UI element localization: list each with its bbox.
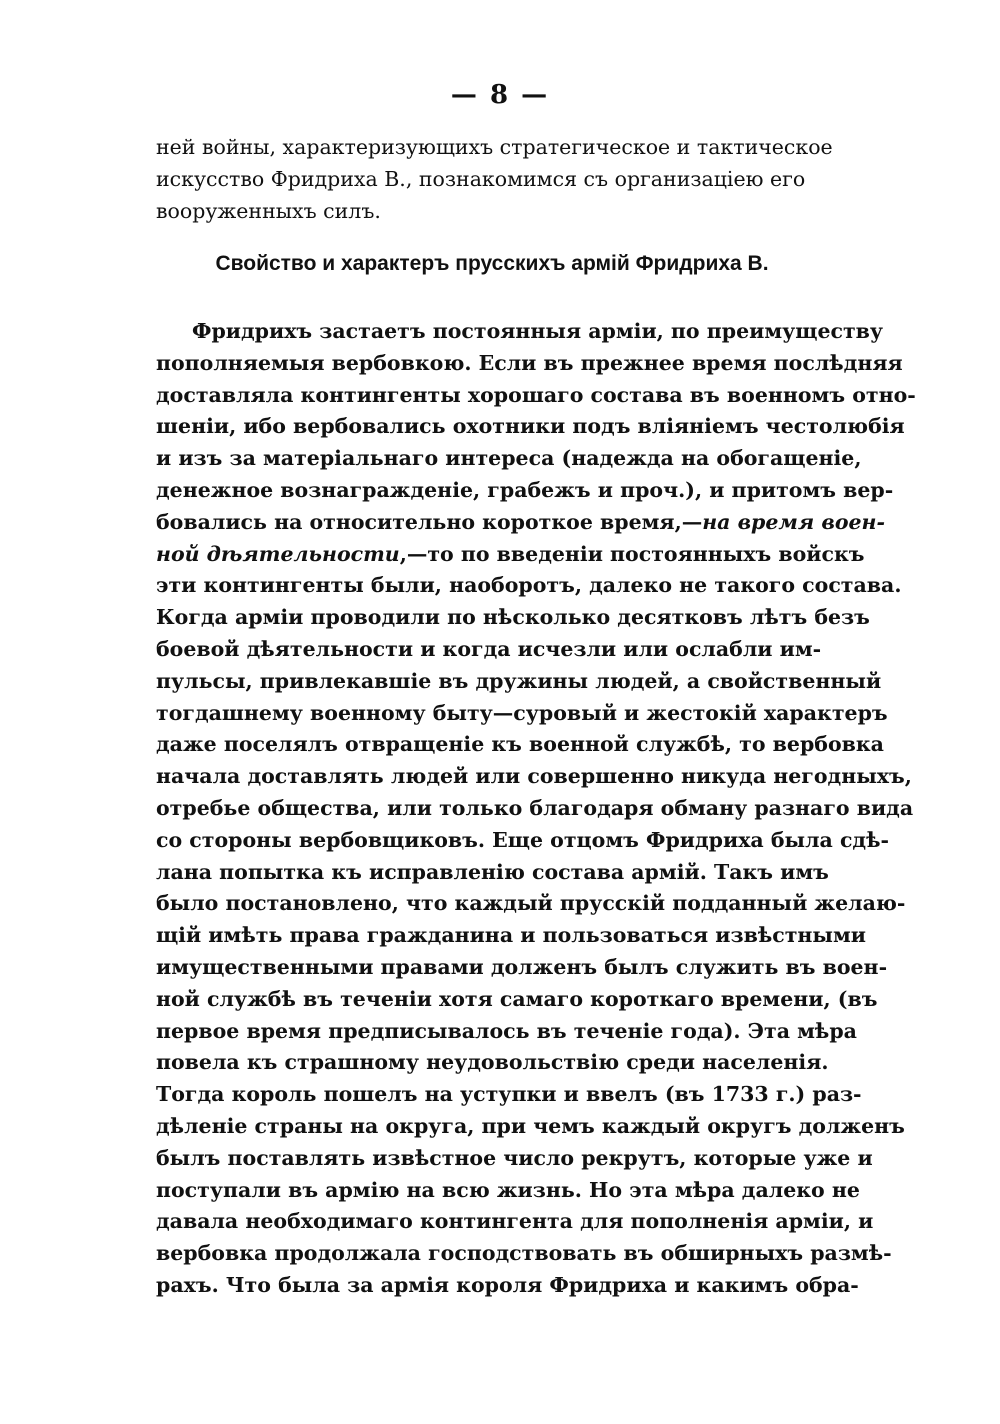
text-line: доставляла контингенты хорошаго состава въ военномъ отно- [156,382,916,407]
italic-phrase: на время воен- [702,509,885,534]
text-line: поступали въ армію на всю жизнь. Но эта мѣра далеко не [156,1177,860,1202]
text-line-with-italic [156,507,885,539]
text-line: лана попытка къ исправленію состава армій. Такъ имъ [156,859,829,884]
text-line: даже поселялъ отвращеніе къ военной службѣ, то вербовка [156,732,884,757]
page-number: — 8 — [450,80,550,110]
text-line: начала доставлять людей или совершенно никуда негодныхъ, [156,764,912,789]
text-line: дѣленіе страны на округа, при чемъ каждый округъ долженъ [156,1113,905,1138]
text-line: ной службѣ въ теченіи хотя самаго короткаго времени, (въ [156,986,878,1011]
text-line: Фридрихъ застаетъ постоянныя арміи, по преимуществу [192,319,884,343]
text-line: первое время предписывалось въ теченіе года). Эта мѣра [156,1018,857,1043]
text-line: былъ поставлять извѣстное число рекрутъ, которые уже и [156,1145,873,1170]
text-line: тогдашнему военному быту—суровый и жестокій характеръ [156,700,888,725]
section-heading-text: Свойство и характеръ прусскихъ армій Фридриха В. [215,252,769,275]
text-line: имущественными правами долженъ былъ служить въ воен- [156,954,888,979]
italic-phrase: ной дѣятельности [156,541,400,566]
text-line: повела къ страшному неудовольствію среди населенія. [156,1050,829,1075]
text-line: искусство Фридриха В., познакомимся съ организаціею его [156,166,806,191]
section-heading [0,252,1000,276]
text-line: денежное вознагражденіе, грабежъ и проч.), и притомъ вер- [156,477,894,502]
text-line: пополняемыя вербовкою. Если въ прежнее время послѣдняя [156,350,903,375]
text-line: Тогда король пошелъ на уступки и ввелъ (въ 1733 г.) раз- [156,1082,862,1107]
text-line: ней войны, характеризующихъ стратегическое и тактическое [156,135,833,159]
text-line-with-italic [156,539,865,571]
text-segment: ,—то по введеніи постоянныхъ войскъ [399,541,865,566]
text-line: боевой дѣятельности и когда исчезли или ослабли им- [156,636,822,661]
text-line: и изъ за матеріальнаго интереса (надежда на обогащеніе, [156,446,862,471]
text-line: Когда арміи проводили по нѣсколько десятковъ лѣтъ безъ [156,605,870,630]
text-line: шеніи, ибо вербовались охотники подъ вліяніемъ честолюбія [156,414,905,439]
body-paragraph [156,316,916,1302]
text-line: эти контингенты были, наоборотъ, далеко не такого состава. [156,573,902,598]
text-line: щій имѣть права гражданина и пользоваться извѣстными [156,923,866,948]
text-line: рахъ. Что была за армія короля Фридриха и какимъ обра- [156,1272,859,1297]
intro-paragraph [156,132,833,227]
text-line: было постановлено, что каждый прусскій подданный желаю- [156,891,906,916]
text-segment: бовались на относительно короткое время,— [156,509,703,534]
text-line: отребье общества, или только благодаря обману разнаго вида [156,795,914,820]
text-line: вооруженныхъ силъ. [156,198,381,223]
text-line: пульсы, привлекавшіе въ дружины людей, а свойственный [156,668,882,693]
text-line: давала необходимаго контингента для пополненія арміи, и [156,1209,874,1234]
text-line: вербовка продолжала господствовать въ обширныхъ размѣ- [156,1241,892,1266]
text-line: со стороны вербовщиковъ. Еще отцомъ Фридриха была сдѣ- [156,827,890,852]
